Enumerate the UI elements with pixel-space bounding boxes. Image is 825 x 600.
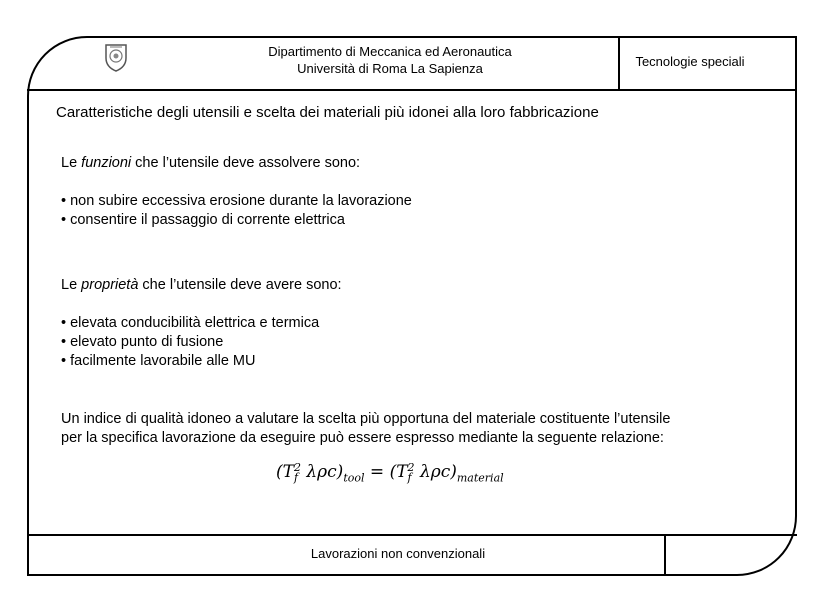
university-seal-icon: [104, 42, 128, 72]
list-item: • consentire il passaggio di corrente elettrica: [61, 211, 412, 230]
footer-vertical-divider: [664, 534, 666, 576]
list-item: • elevata conducibilità elettrica e termica: [61, 314, 342, 333]
list-item: • elevato punto di fusione: [61, 333, 342, 352]
index-line-2: per la specifica lavorazione da eseguire può essere espresso mediante la seguente relazione:: [61, 430, 664, 446]
functions-emphasis: funzioni: [81, 155, 132, 171]
header-divider: [27, 89, 797, 91]
list-item: • facilmente lavorabile alle MU: [61, 352, 342, 371]
course-name: Tecnologie speciali: [635, 54, 745, 69]
list-item: • non subire eccessiva erosione durante la lavorazione: [61, 192, 412, 211]
slide-title: Caratteristiche degli utensili e scelta dei materiali più idonei alla loro fabbricazione: [56, 104, 599, 121]
index-line-1: Un indice di qualità idoneo a valutare la scelta più opportuna del materiale costituente l’utensile: [61, 411, 671, 427]
header-institution: [240, 43, 540, 77]
properties-emphasis: proprietà: [81, 277, 139, 293]
functions-block: [61, 154, 412, 230]
footer-divider: [27, 534, 797, 536]
quality-index-formula: (T 2 f $\lambda\rho c)_{tool} = (T$ 2 f $\lambda\rho c)_{material}$: [276, 460, 504, 485]
department-name: Dipartimento di Meccanica ed Aeronautica: [268, 44, 512, 59]
properties-list: [61, 314, 342, 371]
functions-list: [61, 192, 412, 230]
functions-lead: Le funzioni che l’utensile deve assolvere sono:: [61, 155, 361, 171]
footer-text: Lavorazioni non convenzionali: [310, 546, 486, 561]
properties-lead: Le proprietà che l’utensile deve avere sono:: [61, 277, 342, 293]
quality-index-paragraph: [61, 410, 670, 448]
university-name: Università di Roma La Sapienza: [297, 61, 483, 76]
properties-block: [61, 276, 342, 371]
